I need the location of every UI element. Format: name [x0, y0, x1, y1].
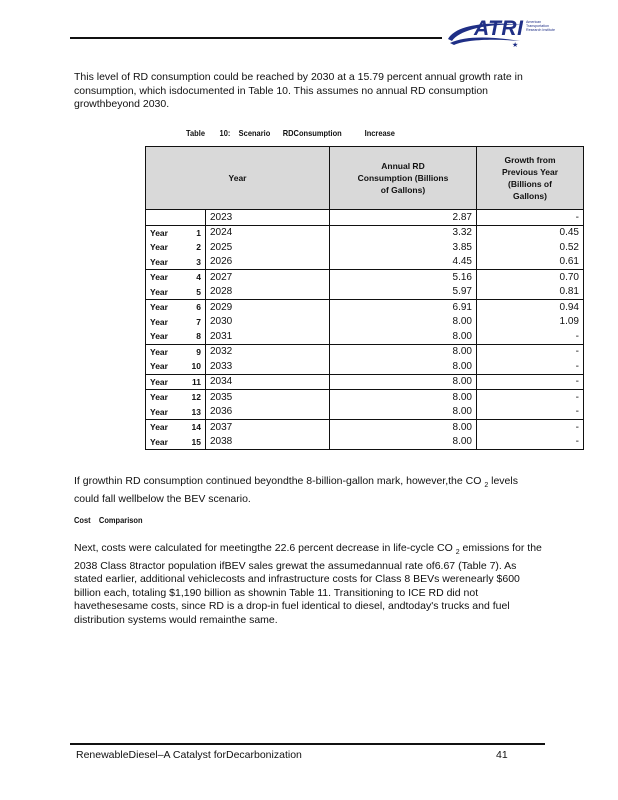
table-row — [146, 329, 584, 344]
row-year: 2034 — [206, 374, 330, 390]
row-label — [146, 435, 206, 450]
row-growth: - — [477, 405, 584, 420]
row-label-number: 5 — [196, 286, 201, 297]
row-label — [146, 390, 206, 405]
row-label-text: Year — [150, 302, 168, 313]
row-consumption: 4.45 — [330, 255, 477, 270]
caption-part: 10: — [219, 128, 231, 138]
row-growth: 0.81 — [477, 285, 584, 300]
row-label-text: Year — [150, 286, 168, 297]
row-consumption: 3.32 — [330, 225, 477, 240]
row-label-text: Year — [150, 242, 168, 253]
atri-logo — [446, 17, 558, 49]
row-year: 2030 — [206, 315, 330, 330]
row-year: 2037 — [206, 420, 330, 435]
row-year: 2032 — [206, 344, 330, 359]
row-label — [146, 225, 206, 240]
row-label-number: 13 — [191, 406, 201, 417]
row-label-number: 9 — [196, 346, 201, 357]
caption-part: RDConsumption — [282, 128, 342, 138]
table-row — [146, 300, 584, 315]
row-label-number: 1 — [196, 227, 201, 238]
row-year: 2028 — [206, 285, 330, 300]
logo-subtext: American Transportation Research Institute — [526, 20, 555, 32]
table-row — [146, 255, 584, 270]
table-row — [146, 240, 584, 255]
table-body — [146, 210, 584, 450]
row-label-number: 10 — [191, 361, 201, 372]
svg-text:★: ★ — [512, 42, 519, 49]
row-label-number: 6 — [196, 302, 201, 313]
row-label — [146, 270, 206, 285]
row-consumption: 8.00 — [330, 420, 477, 435]
row-growth: 1.09 — [477, 315, 584, 330]
row-growth: - — [477, 390, 584, 405]
row-label-text: Year — [150, 406, 168, 417]
row-label-number: 15 — [191, 436, 201, 447]
row-label-number: 4 — [196, 272, 201, 283]
row-label-text: Year — [150, 256, 168, 267]
row-consumption: 8.00 — [330, 390, 477, 405]
row-year: 2033 — [206, 359, 330, 374]
row-label-number: 8 — [196, 331, 201, 342]
table-row — [146, 435, 584, 450]
row-label-text: Year — [150, 331, 168, 342]
row-consumption: 8.00 — [330, 359, 477, 374]
row-label-number: 12 — [191, 392, 201, 403]
table-row — [146, 270, 584, 285]
header-growth: Growth from Previous Year (Billions of Gallons) — [477, 147, 584, 210]
row-growth: - — [477, 420, 584, 435]
row-label-text: Year — [150, 346, 168, 357]
page-number: 41 — [496, 749, 508, 761]
row-label — [146, 285, 206, 300]
row-label — [146, 210, 206, 226]
row-growth: 0.52 — [477, 240, 584, 255]
table-row — [146, 405, 584, 420]
table-row — [146, 390, 584, 405]
table-row — [146, 359, 584, 374]
row-label-text: Year — [150, 227, 168, 238]
row-year: 2027 — [206, 270, 330, 285]
header-consumption: Annual RD Consumption (Billions of Gallons) — [330, 147, 477, 210]
table-row — [146, 315, 584, 330]
caption-part: Increase — [364, 128, 395, 138]
row-consumption: 5.16 — [330, 270, 477, 285]
intro-paragraph: This level of RD consumption could be reached by 2030 at a 15.79 percent annual growth rate in consumption, which isdocumented in Table 10. This assumes no annual RD consumption growthbeyond 2030. — [74, 71, 523, 111]
table-row — [146, 374, 584, 390]
row-year: 2038 — [206, 435, 330, 450]
row-label — [146, 329, 206, 344]
table-row — [146, 225, 584, 240]
row-label — [146, 300, 206, 315]
row-consumption: 6.91 — [330, 300, 477, 315]
row-growth: 0.94 — [477, 300, 584, 315]
row-label — [146, 359, 206, 374]
row-year: 2029 — [206, 300, 330, 315]
row-growth: - — [477, 435, 584, 450]
footer-title: RenewableDiesel–A Catalyst forDecarbonization — [76, 749, 302, 761]
table-caption — [186, 128, 395, 138]
row-label-text: Year — [150, 361, 168, 372]
row-label-number: 7 — [196, 316, 201, 327]
row-year: 2031 — [206, 329, 330, 344]
row-growth: - — [477, 344, 584, 359]
table-row — [146, 420, 584, 435]
row-label-text: Year — [150, 436, 168, 447]
cost-paragraph: Next, costs were calculated for meetingthe 22.6 percent decrease in life-cycle CO $_2$ emissions for the 2038 Class 8tractor population ifBEV sales grewat the assumedannual rate of6.67 (Table 7). As stated earlier, additional vehiclecosts and infrastructure costs for Class 8 BEVs werenearly $600 billion each, totaling $1,190 billion as shownin Table 11. Transitioning to ICE RD did not havethesesame costs, since RD is a drop-in fuel identical to diesel, andtoday's trucks and fuel distribution systems would remainthe same. — [74, 542, 542, 627]
row-consumption: 5.97 — [330, 285, 477, 300]
row-year: 2036 — [206, 405, 330, 420]
row-growth: 0.45 — [477, 225, 584, 240]
row-label-number: 11 — [192, 376, 201, 387]
row-consumption: 8.00 — [330, 329, 477, 344]
row-label — [146, 420, 206, 435]
row-consumption: 8.00 — [330, 374, 477, 390]
row-consumption: 8.00 — [330, 435, 477, 450]
row-consumption: 8.00 — [330, 315, 477, 330]
paragraph-co2-levels: If growthin RD consumption continued beyondthe 8-billion-gallon mark, however,the CO $_2$ levels could fall wellbelow the BEV scenario. — [74, 475, 518, 505]
row-label — [146, 240, 206, 255]
row-growth: - — [477, 374, 584, 390]
row-label-text: Year — [150, 422, 168, 433]
table-row — [146, 344, 584, 359]
row-label-text: Year — [150, 316, 168, 327]
row-label — [146, 255, 206, 270]
row-consumption: 3.85 — [330, 240, 477, 255]
cost-comparison-heading: Cost Comparison — [74, 515, 143, 525]
row-year: 2025 — [206, 240, 330, 255]
row-year: 2026 — [206, 255, 330, 270]
header-rule — [70, 37, 442, 39]
row-growth: 0.61 — [477, 255, 584, 270]
row-year: 2023 — [206, 210, 330, 226]
row-growth: - — [477, 329, 584, 344]
row-year: 2035 — [206, 390, 330, 405]
table-header-row — [146, 147, 584, 210]
row-consumption: 8.00 — [330, 405, 477, 420]
row-label — [146, 315, 206, 330]
row-label — [146, 374, 206, 390]
footer-rule — [70, 743, 545, 745]
row-consumption: 8.00 — [330, 344, 477, 359]
table-row — [146, 285, 584, 300]
row-consumption: 2.87 — [330, 210, 477, 226]
row-label-text: Year — [150, 392, 168, 403]
header-year: Year — [146, 147, 330, 210]
row-label-number: 14 — [191, 422, 201, 433]
row-label-number: 2 — [196, 242, 201, 253]
row-label — [146, 405, 206, 420]
row-label-number: 3 — [196, 256, 201, 267]
row-label-text: Year — [150, 272, 168, 283]
rd-consumption-table — [145, 146, 584, 450]
caption-part: Scenario — [238, 128, 271, 138]
row-growth: - — [477, 359, 584, 374]
logo-wordmark: ATRI — [474, 17, 524, 40]
row-growth: - — [477, 210, 584, 226]
row-growth: 0.70 — [477, 270, 584, 285]
caption-part: Table — [186, 128, 205, 138]
row-label — [146, 344, 206, 359]
row-year: 2024 — [206, 225, 330, 240]
row-label-text: Year — [150, 376, 168, 387]
table-row — [146, 210, 584, 226]
